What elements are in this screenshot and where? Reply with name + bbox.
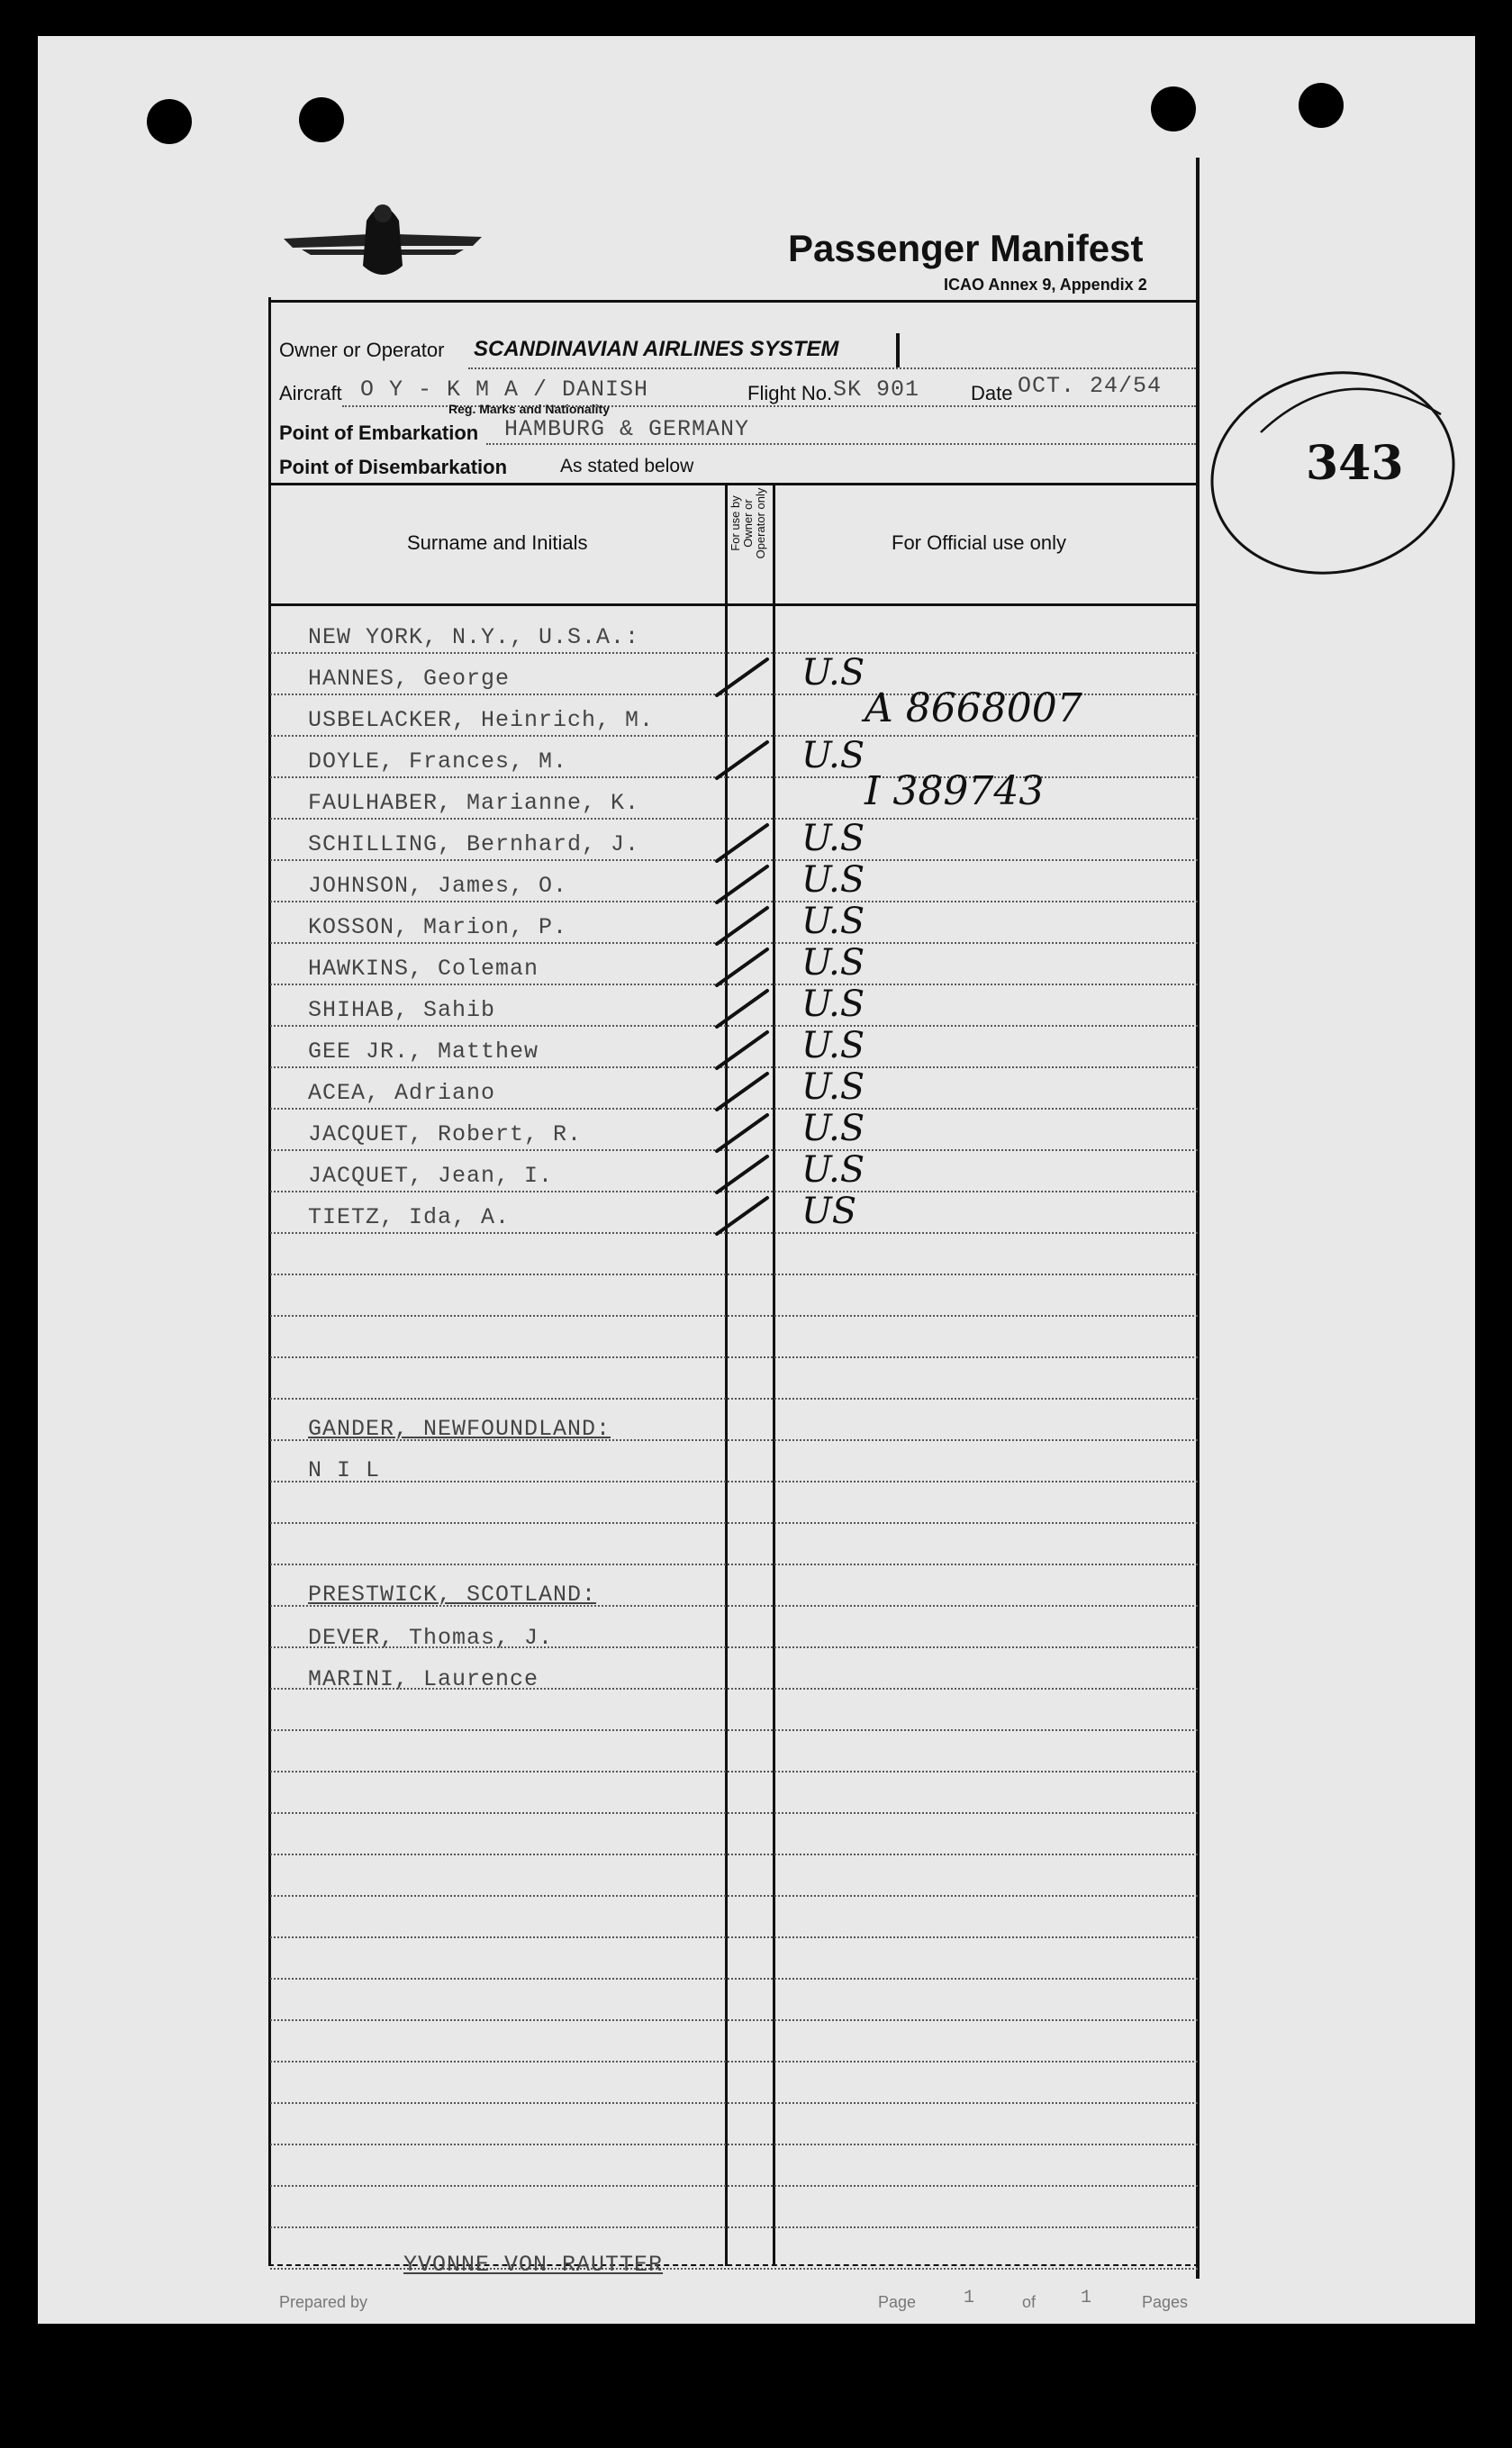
official-annotation: U.S (801, 1108, 865, 1149)
passenger-name: KOSSON, Marion, P. (308, 914, 568, 940)
check-mark-icon (711, 739, 774, 780)
ruled-line (270, 1275, 1198, 1317)
stamp-number: 343 (1306, 436, 1404, 491)
date-value: OCT. 24/54 (1018, 373, 1163, 399)
ruled-line (270, 1980, 1198, 2021)
aircraft-label: Aircraft (279, 382, 342, 404)
manifest-title: Passenger Manifest (788, 227, 1144, 269)
embark-underline (486, 443, 1196, 445)
check-mark-icon (711, 904, 774, 946)
of-label: of (1022, 2293, 1037, 2311)
table-row (270, 1192, 1198, 1234)
passenger-name: NEW YORK, N.Y., U.S.A.: (308, 624, 640, 650)
ruled-line (270, 1524, 1198, 1565)
gander-heading: GANDER, NEWFOUNDLAND: (308, 1416, 611, 1442)
ruled-line (270, 1814, 1198, 1855)
owner-label: Owner or Operator (279, 339, 445, 361)
page-value: 1 (964, 2288, 976, 2308)
passenger-name: USBELACKER, Heinrich, M. (308, 707, 655, 733)
check-mark-icon (711, 656, 774, 697)
preparer-signature: YVONNE VON RAUTTER (403, 2252, 664, 2278)
ruled-line (270, 2063, 1198, 2104)
prestwick-entry: DEVER, Thomas, J. (308, 1625, 554, 1651)
table-row (270, 1027, 1198, 1068)
col-header-surname: Surname and Initials (407, 531, 588, 554)
official-annotation: I 389743 (865, 768, 1045, 814)
passenger-name: FAULHABER, Marianne, K. (308, 790, 640, 816)
official-annotation: A 8668007 (865, 685, 1082, 731)
prepared-by-label: Prepared by (279, 2293, 368, 2311)
passenger-name: SHIHAB, Sahib (308, 997, 496, 1023)
embark-label: Point of Embarkation (279, 422, 479, 444)
table-row (270, 820, 1198, 861)
check-mark-icon (711, 863, 774, 904)
check-mark-icon (711, 946, 774, 987)
table-row (270, 768, 1198, 820)
table-row (270, 612, 1198, 654)
ruled-line (270, 1731, 1198, 1773)
airline-logo-icon (284, 194, 482, 293)
col-header-official: For Official use only (892, 531, 1067, 554)
passenger-name: HANNES, George (308, 666, 511, 692)
official-annotation: U.S (801, 984, 865, 1025)
official-annotation: U.S (801, 818, 865, 859)
disembark-label: Point of Disembarkation (279, 456, 508, 478)
table-row (270, 985, 1198, 1027)
official-annotation: U.S (801, 901, 865, 942)
passenger-name: JOHNSON, James, O. (308, 873, 568, 899)
table-row (270, 737, 1198, 778)
passenger-name: SCHILLING, Bernhard, J. (308, 831, 640, 857)
owner-underline (468, 367, 1196, 369)
prestwick-entry: MARINI, Laurence (308, 1666, 539, 1692)
flight-label: Flight No. (747, 382, 833, 404)
date-label: Date (971, 382, 1013, 404)
passenger-name: ACEA, Adriano (308, 1080, 496, 1106)
ruled-line (270, 1897, 1198, 1938)
of-value: 1 (1081, 2288, 1093, 2308)
check-mark-icon (711, 1070, 774, 1111)
ruled-line (270, 1773, 1198, 1814)
official-annotation: U.S (801, 735, 865, 776)
owner-value: SCANDINAVIAN AIRLINES SYSTEM (474, 337, 839, 361)
passenger-name: HAWKINS, Coleman (308, 956, 539, 982)
ruled-line (270, 2187, 1198, 2228)
table-row (270, 1151, 1198, 1192)
official-annotation: U.S (801, 652, 865, 694)
table-row (270, 902, 1198, 944)
punch-hole (1299, 83, 1344, 128)
table-row (270, 1110, 1198, 1151)
punch-hole (299, 97, 344, 142)
ruled-line (270, 2021, 1198, 2063)
check-mark-icon (711, 1153, 774, 1194)
header-rule (268, 300, 1200, 303)
passenger-name: TIETZ, Ida, A. (308, 1204, 511, 1230)
check-mark-icon (711, 1194, 774, 1236)
disembark-value: As stated below (560, 456, 694, 476)
flight-value: SK 901 (833, 376, 920, 403)
passenger-name: JACQUET, Jean, I. (308, 1163, 554, 1189)
embark-value: HAMBURG & GERMANY (504, 416, 750, 442)
reg-marks-label: Reg. Marks and Nationality (448, 402, 610, 416)
col-header-owner-use: For use by Owner or Operator only (729, 487, 767, 559)
ruled-line (270, 2104, 1198, 2145)
ruled-line (270, 2145, 1198, 2187)
ruled-line (270, 1234, 1198, 1275)
official-annotation: U.S (801, 859, 865, 901)
gander-entry: N I L (308, 1457, 381, 1483)
check-mark-icon (711, 821, 774, 863)
passenger-name: DOYLE, Frances, M. (308, 748, 568, 775)
ruled-line (270, 1482, 1198, 1524)
punch-hole (1151, 86, 1196, 131)
table-row (270, 944, 1198, 985)
column-header-rule (268, 603, 1200, 606)
ruled-line (270, 1855, 1198, 1897)
table-row (270, 1068, 1198, 1110)
table-row (270, 861, 1198, 902)
official-annotation: U.S (801, 942, 865, 984)
ruled-line (270, 1690, 1198, 1731)
ruled-line (270, 1441, 1198, 1482)
pages-label: Pages (1142, 2293, 1189, 2311)
aircraft-value: O Y - K M A / DANISH (360, 376, 649, 403)
official-annotation: U.S (801, 1149, 865, 1191)
manifest-subtitle: ICAO Annex 9, Appendix 2 (944, 276, 1147, 294)
check-mark-icon (711, 1111, 774, 1153)
official-annotation: US (801, 1191, 857, 1232)
official-annotation: U.S (801, 1025, 865, 1066)
passenger-name: GEE JR., Matthew (308, 1038, 539, 1065)
passenger-name: JACQUET, Robert, R. (308, 1121, 583, 1147)
ruled-line (270, 1358, 1198, 1400)
ruled-line (270, 1938, 1198, 1980)
ruled-line (270, 1317, 1198, 1358)
punch-hole (147, 99, 192, 144)
check-mark-icon (711, 1029, 774, 1070)
prestwick-heading: PRESTWICK, SCOTLAND: (308, 1582, 597, 1608)
page-label: Page (878, 2293, 917, 2311)
table-row (270, 685, 1198, 737)
owner-end-mark (896, 333, 900, 367)
official-annotation: U.S (801, 1066, 865, 1108)
check-mark-icon (711, 987, 774, 1029)
